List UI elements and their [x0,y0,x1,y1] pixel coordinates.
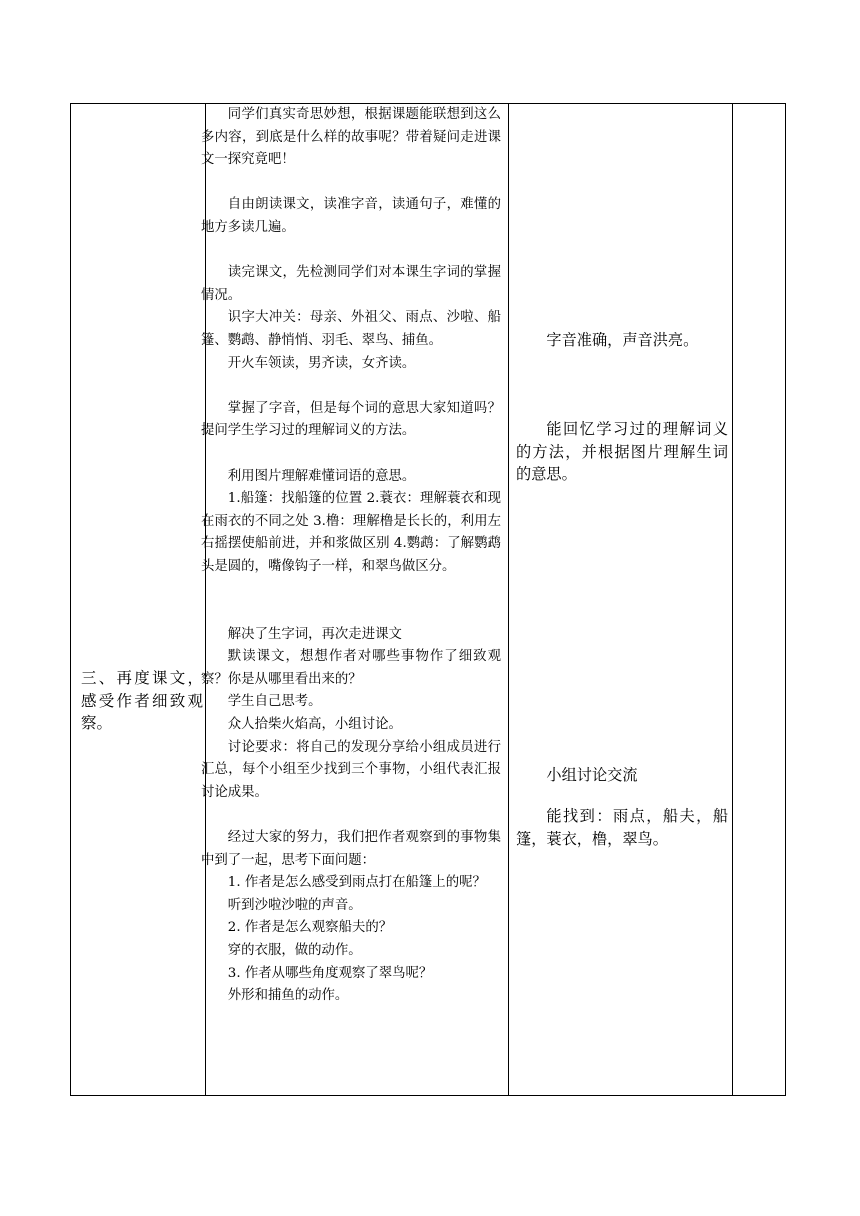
evaluation-text: 字音准确，声音洪亮。 [546,331,699,349]
column-divider [732,104,733,1095]
column-divider [508,104,509,1095]
paragraph: 开火车领读，男齐读，女齐读。 [227,355,416,371]
blank-line [201,578,501,601]
lesson-table [70,103,786,1096]
question-2: 2. 作者是怎么观察船夫的？ [227,920,393,936]
blank-line [201,804,501,827]
paragraph: 经过大家的努力，我们把作者观察到的事物集中到了一起，思考下面问题： [201,830,501,868]
evaluation-text: 小组讨论交流 [546,766,638,784]
paragraph: 读完课文，先检测同学们对本课生字词的掌握情况。 [201,265,501,303]
answer-2: 穿的衣服，做的动作。 [227,942,362,958]
paragraph: 解决了生字词，再次走进课文 [227,626,402,642]
paragraph: 同学们真实奇思妙想，根据课题能联想到这么多内容，到底是什么样的故事呢？带着疑问走进课文一探究竟吧！ [201,107,501,168]
evaluation-note [516,329,728,352]
evaluation-note [516,805,728,850]
paragraph: 掌握了字音，但是每个词的意思大家知道吗？提问学生学习过的理解词义的方法。 [201,400,501,439]
teaching-process-column [201,104,501,1008]
evaluation-note [516,418,728,486]
answer-1: 听到沙啦沙啦的声音。 [227,897,362,913]
step-heading: 三、再度课文，感受作者细致观察。 [81,669,203,732]
blank-line [201,601,501,624]
paragraph: 1.船篷：找船篷的位置 2.蓑衣：理解蓑衣和现在雨衣的不同之处 3.橹：理解橹是长长的，利用左右摇摆使船前进，并和浆做区别 4.鹦鹉：了解鹦鹉头是圆的，嘴像钩子一样，和翠鸟做区分。 [201,491,501,574]
paragraph: 默读课文，想想作者对哪些事物作了细致观察？你是从哪里看出来的？ [201,649,501,687]
question-1: 1. 作者是怎么感受到雨点打在船篷上的呢？ [227,875,486,891]
blank-line [201,443,501,466]
question-3: 3. 作者从哪些角度观察了翠鸟呢？ [227,965,433,981]
evaluation-note [516,764,728,787]
answer-3: 外形和捕鱼的动作。 [227,988,349,1004]
evaluation-text: 能回忆学习过的理解词义的方法，并根据图片理解生词的意思。 [516,420,728,484]
blank-line [201,240,501,263]
paragraph: 讨论要求：将自己的发现分享给小组成员进行汇总，每个小组至少找到三个事物，小组代表汇报讨论成果。 [201,739,501,800]
evaluation-text: 能找到：雨点，船夫，船篷，蓑衣，橹，翠鸟。 [516,807,728,848]
paragraph: 自由朗读课文，读准字音，读通句子，难懂的地方多读几遍。 [201,197,501,235]
blank-line [201,375,501,398]
paragraph: 利用图片理解难懂词语的意思。 [227,468,416,484]
paragraph: 识字大冲关：母亲、外祖父、雨点、沙啦、船篷、鹦鹉、静悄悄、羽毛、翠鸟、捕鱼。 [201,310,501,348]
blank-line [201,172,501,195]
paragraph: 众人拾柴火焰高，小组讨论。 [227,717,402,733]
paragraph: 学生自己思考。 [227,694,322,710]
